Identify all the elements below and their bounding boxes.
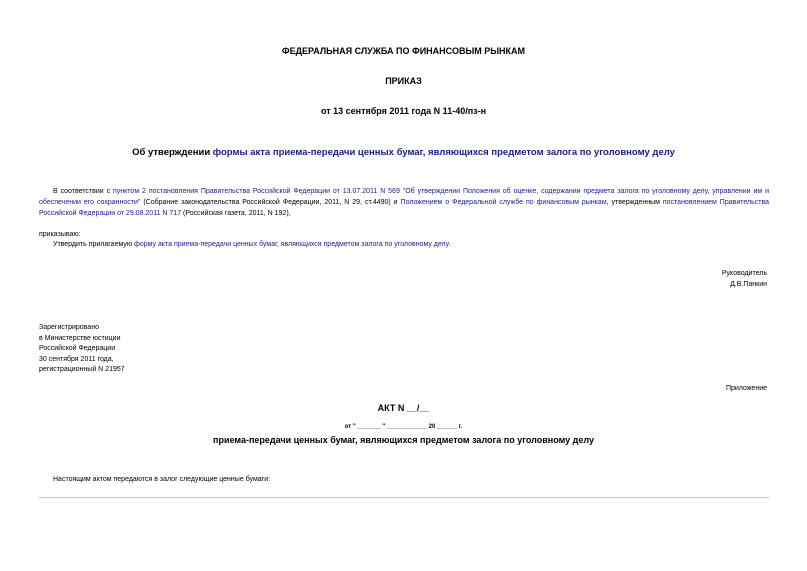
appendix-label: Приложение [725, 385, 767, 392]
approve-text-2: . [448, 241, 451, 248]
signatory-title: Руководитель [721, 270, 767, 277]
approve-paragraph [39, 239, 769, 250]
preamble-text-2: (Собрание законодательства Российской Федерации, 2011, N 29, ст.4490) и [140, 199, 401, 206]
order-word: приказываю: [39, 231, 81, 238]
signatory-name: Д.В.Панкин [730, 281, 767, 288]
act-date-line: от " _______ " ____________ 20 ______ г. [344, 424, 463, 430]
document-type-heading: ПРИКАЗ [385, 76, 422, 86]
registration-line: Зарегистрировано [39, 324, 99, 331]
decree-569-link[interactable]: пунктом 2 постановления Правительства Российской Федерации от 13.07.2011 N 569 "Об утверждении Положения об оценке, содержании предмета залога по уголовному делу, управлении им и обеспечении его сохранности" [39, 188, 770, 206]
registration-block [39, 323, 125, 376]
decree-717-link[interactable]: постановлением Правительства Российской Федерации от 29.08.2011 N 717 [39, 199, 769, 217]
preamble-text-4: (Российская газета, 2011, N 192), [181, 210, 291, 217]
section-divider [39, 497, 769, 498]
preamble-text-3: , утвержденным [606, 199, 663, 206]
registration-line: 30 сентября 2011 года, [39, 355, 114, 363]
preamble-paragraph [39, 186, 769, 219]
fsfr-regulation-link[interactable]: Положением о Федеральной службе по финансовым рынкам [400, 199, 607, 206]
registration-line: регистрационный N 21957 [39, 366, 125, 373]
signature-block [722, 268, 767, 290]
preamble-text-1: В соответствии с [53, 188, 113, 195]
subject-prefix: Об утверждении [132, 147, 213, 158]
act-subtitle: приема-передачи ценных бумаг, являющихся предметом залога по уголовному делу [213, 435, 594, 445]
act-body-text: Настоящим актом передаются в залог следующие ценные бумаги: [53, 476, 271, 483]
act-title: АКТ N __/__ [377, 403, 430, 413]
registration-line: Российской Федерации [39, 345, 116, 352]
order-date-number: от 13 сентября 2011 года N 11-40/пз-н [320, 106, 487, 116]
registration-line: в Министерстве юстиции [39, 334, 121, 342]
order-subject-title [0, 147, 807, 158]
subject-form-link[interactable]: формы акта приема-передачи ценных бумаг, являющихся предметом залога по уголовному делу [212, 147, 675, 158]
act-form-link[interactable]: форму акта приема-передачи ценных бумаг, являющихся предметом залога по уголовному делу [134, 241, 449, 248]
organization-heading: ФЕДЕРАЛЬНАЯ СЛУЖБА ПО ФИНАНСОВЫМ РЫНКАМ [281, 46, 526, 56]
approve-text-1: Утвердить прилагаемую [53, 241, 135, 248]
